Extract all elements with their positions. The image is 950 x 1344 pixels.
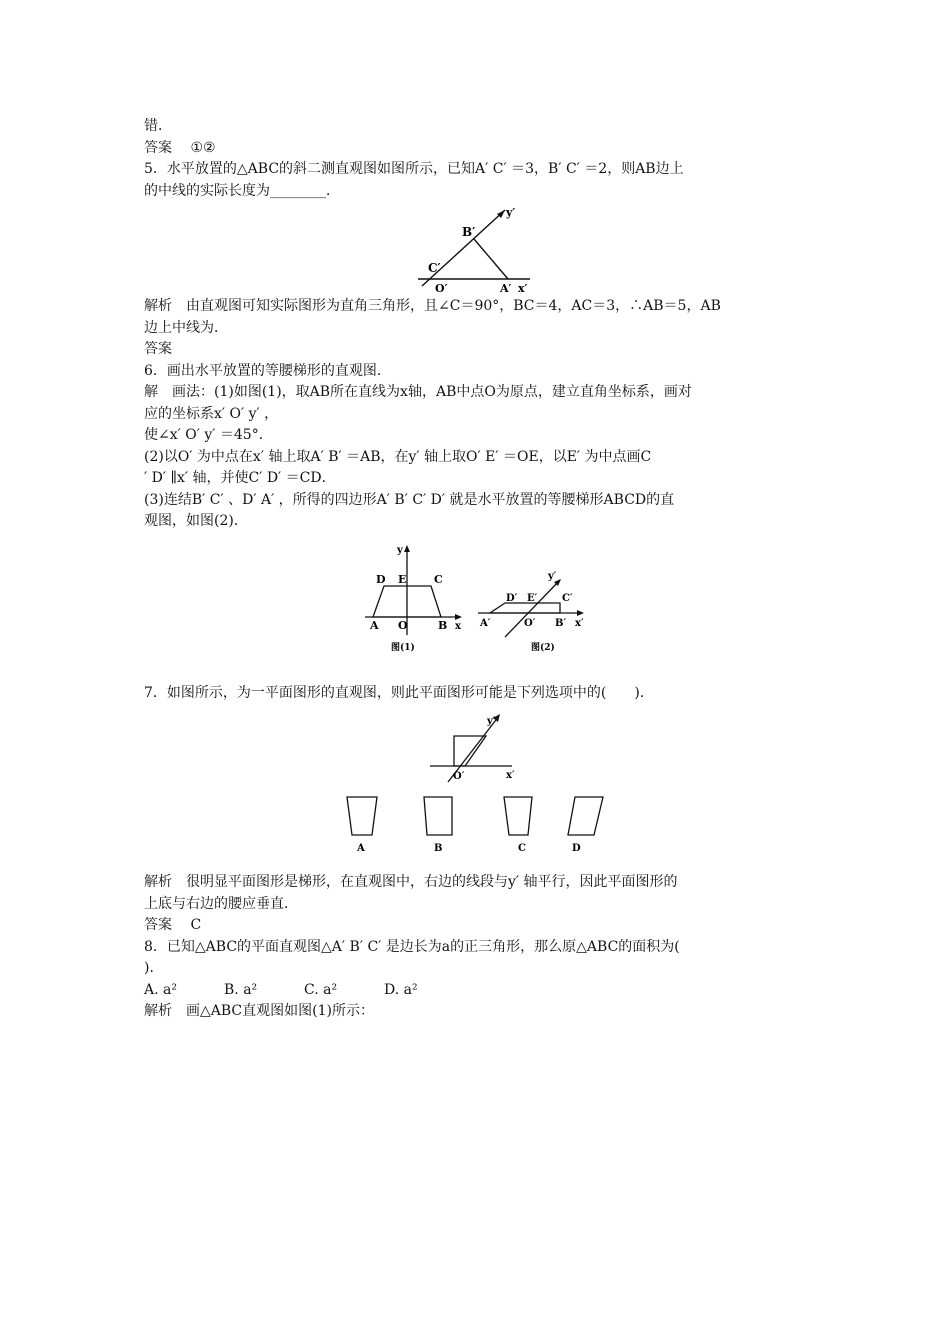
option-d-label: D xyxy=(572,843,581,854)
q5-line1: 5．水平放置的△ABC的斜二测直观图如图所示，已知A′ C′ ＝3，B′ C′ ＝2，则AB边上 xyxy=(144,161,684,177)
label-b: B′ xyxy=(555,617,567,629)
q8-line2: )． xyxy=(144,960,164,976)
label-a: A′ xyxy=(480,617,491,629)
q7-answer xyxy=(144,915,814,937)
q5-analysis-line2: 边上中线为． xyxy=(144,319,228,336)
figure-caption: 图(2) xyxy=(531,642,555,653)
q5-answer-label: 答案 xyxy=(144,341,172,357)
label-x: x′ xyxy=(518,282,528,294)
q7-intuitive-figure xyxy=(430,714,515,782)
label-x: x′ xyxy=(575,617,584,629)
label-b: B xyxy=(438,618,448,632)
label-x: x xyxy=(455,620,461,632)
option-d-shape xyxy=(568,797,603,835)
label-d: D xyxy=(376,572,386,586)
q8-line1: 8．已知△ABC的平面直观图△A′ B′ C′ 是边长为a的正三角形，那么原△ABC的面积为( xyxy=(144,938,680,955)
choice-b: B. a² xyxy=(224,981,258,998)
label-x: x′ xyxy=(506,770,515,781)
q7-figures xyxy=(144,708,814,872)
choice-c: C. a² xyxy=(304,981,338,998)
segment-ba xyxy=(474,239,508,279)
q5-figure xyxy=(144,206,814,294)
q6-step2-line1: (2)以O′ 为中点在x′ 轴上取A′ B′ ＝AB，在y′ 轴上取O′ E′ ＝OE，以E′ 为中点画C xyxy=(144,448,652,465)
label-e: E xyxy=(398,572,407,586)
label-o: O′ xyxy=(524,617,536,629)
q8-analysis: 解析 画△ABC直观图如图(1)所示： xyxy=(144,1003,374,1019)
label-y: y′ xyxy=(548,570,557,582)
q7-title: 7．如图所示，为一平面图形的直观图，则此平面图形可能是下列选项中的( )． xyxy=(144,684,654,701)
q6-step3-line1: (3)连结B′ C′ 、D′ A′ ，所得的四边形A′ B′ C′ D′ 就是水平放置的等腰梯形ABCD的直 xyxy=(144,491,675,508)
answer-label: 答案 xyxy=(144,917,172,933)
q6-step3-line2: 观图，如图(2)． xyxy=(144,513,248,529)
figure-caption: 图(1) xyxy=(391,642,415,653)
q6-step1-line1: 解 画法：(1)如图(1)，取AB所在直线为x轴，AB中点O为原点，建立直角坐标系，画对 xyxy=(144,384,692,400)
option-c-label: C xyxy=(518,843,526,854)
q4-answer xyxy=(144,138,814,160)
label-a: A′ xyxy=(500,282,512,294)
label-o: O′ xyxy=(453,771,465,782)
q5-line2: 的中线的实际长度为________． xyxy=(144,182,340,199)
option-a-shape xyxy=(347,797,377,835)
trapezoid-a-b-c-d xyxy=(490,603,560,613)
label-d: D′ xyxy=(506,592,518,604)
label-c: C′ xyxy=(428,261,441,275)
label-b: B′ xyxy=(462,225,476,239)
q7-analysis-line1: 解析 很明显平面图形是梯形，在直观图中，右边的线段与y′ 轴平行，因此平面图形的 xyxy=(144,874,678,890)
q5-analysis-line1: 解析 由直观图可知实际图形为直角三角形，且∠C＝90°，BC＝4，AC＝3，∴AB＝5，AB xyxy=(144,298,721,314)
x-arrow-icon xyxy=(577,610,584,616)
choice-d: D. a² xyxy=(384,981,418,998)
label-e: E′ xyxy=(527,592,538,604)
option-b-label: B xyxy=(434,843,443,854)
option-a-label: A xyxy=(357,843,365,854)
trapezoid-figure-2 xyxy=(478,571,584,653)
answer-value: ①② xyxy=(190,139,216,156)
x-arrow-icon xyxy=(455,614,462,620)
document-page xyxy=(144,116,814,1023)
choice-a: A. a² xyxy=(144,981,177,998)
q6-figures xyxy=(144,543,814,661)
option-b-shape xyxy=(424,797,452,835)
label-c: C xyxy=(434,572,443,586)
q4-tail: 错． xyxy=(144,118,172,134)
q6-step1-line3: 使∠x′ O′ y′ ＝45°． xyxy=(144,427,273,443)
label-o: O′ xyxy=(435,282,448,294)
q8-choices xyxy=(144,980,814,1002)
parallelogram-shape xyxy=(454,736,486,766)
answer-label: 答案 xyxy=(144,139,172,156)
q6-step2-line2: ′ D′ ∥x′ 轴，并使C′ D′ ＝CD． xyxy=(144,470,336,486)
q7-analysis-line2: 上底与右边的腰应垂直． xyxy=(144,895,298,912)
label-o: O xyxy=(398,618,408,632)
answer-value: C xyxy=(190,917,202,933)
option-c-shape xyxy=(504,797,532,835)
label-a: A xyxy=(370,618,379,632)
label-y: y′ xyxy=(506,206,516,219)
label-y: y xyxy=(397,544,403,556)
q6-title: 6．画出水平放置的等腰梯形的直观图． xyxy=(144,362,391,379)
y-arrow-icon xyxy=(404,545,410,552)
q6-step1-line2: 应的坐标系x′ O′ y′ ， xyxy=(144,405,279,422)
trapezoid-figure-1 xyxy=(365,545,462,653)
label-c: C′ xyxy=(562,592,573,604)
label-y: y′ xyxy=(487,716,496,727)
